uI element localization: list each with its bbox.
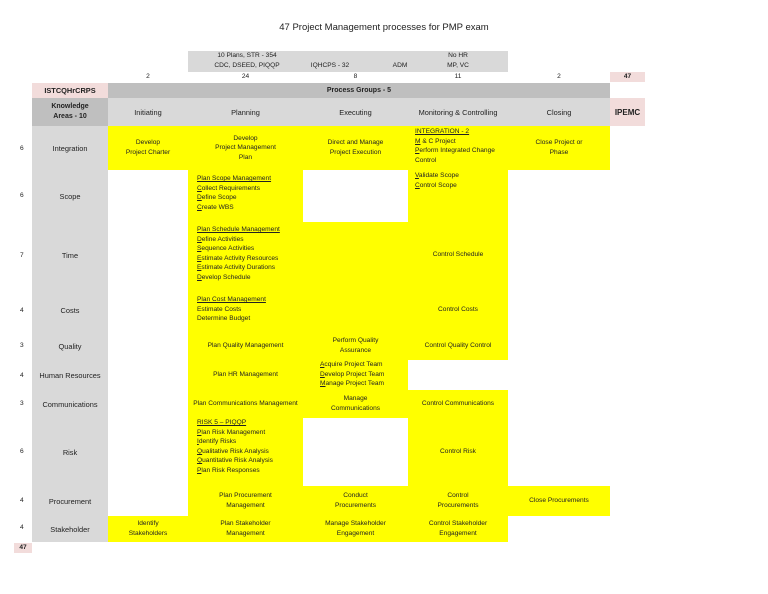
- row-name-human-resources: Human Resources: [39, 370, 101, 380]
- cell-rest: alidate Scope: [418, 172, 459, 179]
- row-count-human-resources: 4: [20, 372, 24, 379]
- cell-rest: erform Integrated Change: [419, 147, 495, 155]
- cell-rest: lan Risk Management: [201, 428, 266, 436]
- ipemc-label: IPEMC: [610, 98, 645, 126]
- cell-line: [197, 203, 303, 213]
- cell-line: Control: [447, 492, 469, 500]
- cell-initial: E: [197, 254, 202, 262]
- row-count-procurement: 4: [20, 497, 24, 504]
- count-executing: 8: [353, 73, 358, 80]
- cell-rest: ollect Requirements: [201, 184, 261, 192]
- cell-initial: P: [197, 428, 202, 436]
- cell-line: Plan: [238, 153, 253, 161]
- cell-line: Determine Budget: [197, 315, 251, 323]
- cell-line: [415, 146, 508, 156]
- cost-heading: Plan Cost Management: [197, 296, 266, 303]
- cell-line: [197, 437, 303, 447]
- cell-line: Perform Quality: [332, 337, 379, 345]
- cell-initial: I: [197, 438, 199, 446]
- cell-initial: Q: [197, 457, 203, 465]
- cell-initial: V: [415, 172, 419, 179]
- monitoring-note: [408, 51, 508, 70]
- cell-line: Plan Procurement: [219, 492, 272, 500]
- page-title: 47 Project Management processes for PMP exam: [279, 22, 489, 33]
- cell-rest: stimate Activity Resources: [201, 254, 279, 262]
- cell-plan-hr: Plan HR Management: [188, 360, 303, 390]
- cell-rest: lan Risk Responses: [201, 466, 260, 474]
- cell-scope-monitoring: [408, 170, 508, 222]
- cell-line: [197, 295, 303, 305]
- cell-line: Close Project or: [535, 139, 583, 147]
- cell-develop-project-charter: [108, 126, 188, 170]
- row-count-quality: 3: [20, 342, 24, 349]
- cell-plan-procurement: [188, 486, 303, 516]
- cell-initial: P: [415, 147, 420, 155]
- cell-cost-planning: [188, 288, 303, 332]
- cell-initial: A: [320, 361, 325, 368]
- cell-manage-communications: [303, 390, 408, 418]
- cell-line: Control Stakeholder: [428, 520, 488, 528]
- cell-line: [320, 370, 408, 380]
- cell-line: [197, 263, 303, 273]
- cell-line: Management: [226, 502, 265, 509]
- row-name-costs: Costs: [60, 305, 80, 315]
- planning-note: [188, 51, 306, 70]
- cell-manage-stakeholder: [303, 516, 408, 542]
- cell-hr-executing: [303, 360, 408, 390]
- cell-rest: ontrol Scope: [419, 181, 457, 189]
- cell-control-communications: Control Communications: [408, 390, 508, 418]
- adm-note: ADM: [392, 62, 408, 69]
- cell-line: Project Execution: [329, 149, 382, 156]
- cell-line: [415, 181, 508, 191]
- costs-executing-fill: [303, 288, 408, 332]
- count-monitoring: 11: [454, 73, 462, 80]
- count-total: 47: [610, 72, 645, 82]
- group-monitoring: Monitoring & Controlling: [408, 98, 508, 126]
- cell-identify-stakeholders: [108, 516, 188, 542]
- cell-initial: D: [197, 273, 202, 281]
- cell-rest: uantitative Risk Analysis: [202, 457, 273, 465]
- cell-develop-pm-plan: [188, 126, 303, 170]
- row-count-stakeholder: 4: [20, 524, 24, 531]
- cell-line: [197, 466, 303, 476]
- cell-control-procurements: [408, 486, 508, 516]
- knowledge-areas-label-2: Areas - 10: [53, 113, 87, 120]
- count-closing: 2: [557, 73, 561, 80]
- row-name-stakeholder: Stakeholder: [50, 524, 90, 534]
- cell-line: Estimate Costs: [197, 305, 242, 313]
- count-initiating: 2: [146, 73, 150, 80]
- planning-note-line-1: 10 Plans, STR - 354: [217, 52, 277, 59]
- cell-line: Manage Stakeholder: [325, 520, 386, 528]
- cell-line: Management: [226, 530, 265, 537]
- cell-rest: evelop Schedule: [201, 273, 251, 281]
- cell-initial: C: [197, 184, 202, 192]
- cell-control-stakeholder: [408, 516, 508, 542]
- cell-control-schedule: Control Schedule: [408, 222, 508, 288]
- cell-plan-communications: Plan Communications Management: [188, 390, 303, 418]
- cell-integration-monitoring: [408, 126, 508, 170]
- cell-rest: stimate Activity Durations: [201, 264, 276, 272]
- time-executing-fill: [303, 222, 408, 288]
- process-groups-header: Process Groups - 5: [108, 83, 610, 98]
- bottom-total: 47: [14, 543, 32, 553]
- knowledge-areas-label-1: Knowledge: [51, 103, 89, 110]
- row-name-quality: Quality: [58, 341, 82, 351]
- cell-time-planning: [188, 222, 303, 288]
- cell-rest: equence Activities: [201, 245, 255, 253]
- cell-rest: efine Scope: [201, 194, 237, 202]
- cell-line: Control: [415, 156, 437, 164]
- cell-line: [197, 447, 303, 457]
- cell-line: Plan Stakeholder: [220, 520, 271, 528]
- row-name-scope: Scope: [59, 191, 81, 201]
- cell-line: [320, 360, 408, 370]
- cell-line: Stakeholders: [128, 530, 168, 537]
- cell-control-quality: Control Quality Control: [408, 332, 508, 360]
- cell-perform-quality-assurance: [303, 332, 408, 360]
- cell-initial: M: [415, 137, 421, 145]
- cell-initial: M: [320, 380, 326, 388]
- cell-line: [197, 225, 303, 235]
- cell-line: Identify: [137, 520, 159, 528]
- cell-rest: dentify Risks: [198, 438, 237, 446]
- knowledge-areas-header: [32, 98, 108, 126]
- cell-initial: D: [197, 235, 202, 243]
- cell-line: [197, 174, 303, 184]
- cell-line: Phase: [549, 149, 569, 156]
- cell-scope-planning: [188, 170, 303, 222]
- cell-close-procurements: Close Procurements: [508, 486, 610, 516]
- cell-line: [197, 418, 303, 428]
- cell-rest: efine Activities: [201, 235, 244, 243]
- integration-2-heading: INTEGRATION - 2: [415, 128, 470, 135]
- risk-heading: RISK 5 – PIQQP: [197, 419, 247, 426]
- scope-heading: Plan Scope Management: [197, 175, 272, 182]
- cell-initial: C: [415, 181, 420, 189]
- cell-line: Procurements: [437, 502, 479, 509]
- cell-rest: & C Project: [420, 137, 456, 145]
- cell-rest: anage Project Team: [325, 380, 385, 388]
- cell-line: Engagement: [336, 530, 375, 537]
- cell-plan-quality: Plan Quality Management: [188, 332, 303, 360]
- cell-initial: S: [197, 245, 202, 253]
- cell-line: [415, 137, 508, 147]
- cell-line: [415, 127, 508, 137]
- cell-initial: Q: [197, 447, 203, 455]
- cell-line: Project Charter: [125, 149, 171, 156]
- cell-control-risk: Control Risk: [408, 418, 508, 486]
- planning-note-line-2: CDC, DSEED, PIQQP: [214, 61, 280, 69]
- monitoring-note-line-1: No HR: [448, 52, 468, 59]
- cell-line: Engagement: [439, 530, 477, 537]
- cell-rest: ualitative Risk Analysis: [202, 447, 269, 455]
- count-planning: 24: [241, 73, 250, 80]
- cell-line: [415, 171, 508, 181]
- monitoring-note-line-2: MP, VC: [447, 61, 469, 69]
- cell-plan-stakeholder: [188, 516, 303, 542]
- cell-rest: evelop Project Team: [324, 370, 385, 378]
- group-initiating: Initiating: [108, 98, 188, 126]
- schedule-heading: Plan Schedule Management: [197, 226, 280, 233]
- cell-initial: D: [320, 370, 325, 378]
- row-count-costs: 4: [20, 307, 24, 314]
- cell-close-project: [508, 126, 610, 170]
- row-name-communications: Communications: [42, 399, 98, 409]
- cell-initial: C: [197, 203, 202, 211]
- row-count-communications: 3: [20, 400, 24, 407]
- cell-line: [197, 244, 303, 254]
- cell-line: Conduct: [343, 492, 368, 500]
- istcq-label: ISTCQHrCRPS: [32, 83, 108, 98]
- row-count-time: 7: [20, 252, 24, 259]
- group-closing: Closing: [508, 98, 610, 126]
- cell-line: [197, 456, 303, 466]
- group-planning: Planning: [188, 98, 303, 126]
- cell-line: Procurements: [334, 502, 377, 509]
- cell-line: Assurance: [339, 347, 372, 354]
- cell-line: Direct and Manage: [327, 139, 384, 147]
- cell-control-costs: Control Costs: [408, 288, 508, 332]
- cell-initial: D: [197, 194, 202, 202]
- cell-line: [197, 428, 303, 438]
- cell-line: Communications: [330, 405, 381, 412]
- group-executing: Executing: [303, 98, 408, 126]
- cell-line: [320, 379, 408, 389]
- row-name-time: Time: [61, 250, 79, 260]
- cell-line: Project Management: [215, 144, 276, 152]
- cell-line: [197, 235, 303, 245]
- cell-line: Develop: [135, 139, 161, 147]
- cell-line: [197, 254, 303, 264]
- row-count-integration: 6: [20, 145, 24, 152]
- cell-line: Develop: [233, 134, 258, 142]
- cell-line: [197, 184, 303, 194]
- row-count-scope: 6: [20, 192, 24, 199]
- cell-rest: reate WBS: [201, 203, 234, 211]
- row-count-risk: 6: [20, 448, 24, 455]
- cell-risk-planning: [188, 418, 303, 486]
- cell-initial: E: [197, 264, 202, 272]
- cell-conduct-procurements: [303, 486, 408, 516]
- cell-initial: P: [197, 466, 202, 474]
- row-name-procurement: Procurement: [48, 496, 92, 506]
- cell-line: Manage: [343, 395, 368, 403]
- row-name-risk: Risk: [62, 447, 78, 457]
- cell-line: [197, 273, 303, 283]
- cell-rest: cquire Project Team: [324, 361, 383, 368]
- cell-direct-manage-execution: [303, 126, 408, 170]
- executing-note: IQHCPS - 32: [310, 62, 350, 69]
- row-name-integration: Integration: [52, 143, 88, 153]
- cell-line: [197, 193, 303, 203]
